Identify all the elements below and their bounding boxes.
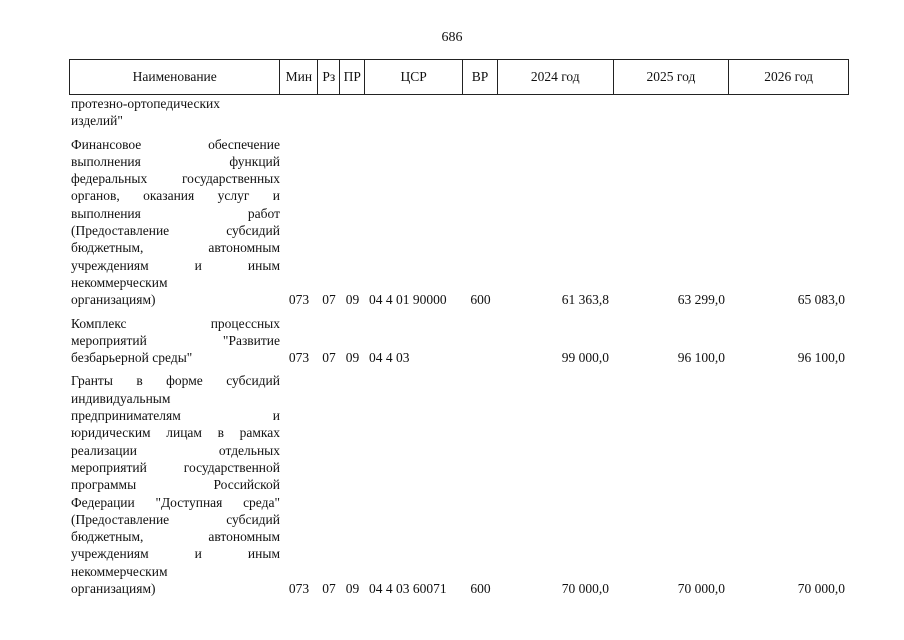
- row-name-line: индивидуальным: [71, 390, 171, 406]
- cell-csr: 04 4 03 60071: [369, 581, 447, 597]
- row-name-line: юридическим лицам в рамках: [71, 425, 280, 441]
- cell-rz: 07: [322, 350, 336, 366]
- row-name-line: Комплекс процессных: [71, 315, 280, 331]
- table-row: [69, 315, 849, 367]
- row-name-line: безбарьерной среды": [71, 350, 193, 366]
- column-header-2024: 2024 год: [498, 60, 614, 94]
- cell-y2024: 99 000,0: [561, 350, 609, 366]
- cell-y2024: 61 363,8: [561, 292, 609, 308]
- cell-y2025: 70 000,0: [677, 581, 725, 597]
- row-name-line: некоммерческим: [71, 274, 168, 290]
- table-row: [69, 136, 849, 309]
- cell-rz: 07: [322, 581, 336, 597]
- row-name-line: Гранты в форме субсидий: [71, 373, 280, 389]
- row-name-line: (Предоставление субсидий: [71, 511, 280, 527]
- row-name: [69, 372, 280, 597]
- cell-csr: 04 4 01 90000: [369, 292, 447, 308]
- cell-pr: 09: [345, 292, 360, 308]
- row-name-line: организациям): [71, 292, 156, 308]
- row-name: [69, 95, 280, 130]
- row-name-line: протезно-ортопедических: [71, 96, 220, 111]
- row-name-line: учреждениям и иным: [71, 257, 280, 273]
- cell-y2025: 63 299,0: [677, 292, 725, 308]
- cell-min: 073: [288, 292, 310, 308]
- table-row: [69, 95, 849, 130]
- row-name-line: изделий": [71, 113, 123, 129]
- table-header: [69, 59, 849, 95]
- column-header-name: Наименование: [70, 60, 280, 94]
- row-name-line: федеральных государственных: [71, 171, 280, 187]
- cell-pr: 09: [345, 581, 360, 597]
- cell-vr: 600: [470, 581, 491, 597]
- row-name-line: (Предоставление субсидий: [71, 223, 280, 239]
- row-name: [69, 315, 280, 367]
- row-name-line: органов, оказания услуг и: [71, 188, 280, 204]
- row-name-line: программы Российской: [71, 477, 280, 493]
- cell-rz: 07: [322, 292, 336, 308]
- row-name-line: реализации отдельных: [71, 442, 280, 458]
- column-header-2025: 2025 год: [614, 60, 730, 94]
- column-header-min: Мин: [280, 60, 318, 94]
- cell-y2026: 65 083,0: [797, 292, 845, 308]
- row-name-line: Федерации "Доступная среда": [71, 494, 280, 510]
- table-body: [69, 95, 849, 603]
- cell-y2026: 96 100,0: [797, 350, 845, 366]
- table-row: [69, 372, 849, 597]
- column-header-csr: ЦСР: [365, 60, 463, 94]
- column-header-pr: ПР: [340, 60, 365, 94]
- row-name-line: мероприятий государственной: [71, 459, 280, 475]
- row-name-line: организациям): [71, 581, 156, 597]
- row-name-line: бюджетным, автономным: [71, 529, 280, 545]
- row-name-line: Финансовое обеспечение: [71, 136, 280, 152]
- cell-min: 073: [288, 350, 310, 366]
- cell-vr: 600: [470, 292, 491, 308]
- column-header-vr: ВР: [463, 60, 498, 94]
- cell-y2025: 96 100,0: [677, 350, 725, 366]
- row-name-line: учреждениям и иным: [71, 546, 280, 562]
- cell-csr: 04 4 03: [369, 350, 410, 366]
- row-name-line: предпринимателям и: [71, 408, 280, 424]
- page-number: 686: [441, 30, 463, 45]
- cell-y2026: 70 000,0: [797, 581, 845, 597]
- column-header-rz: Рз: [318, 60, 340, 94]
- cell-min: 073: [288, 581, 310, 597]
- row-name-line: некоммерческим: [71, 563, 168, 579]
- cell-pr: 09: [345, 350, 360, 366]
- row-name-line: бюджетным, автономным: [71, 240, 280, 256]
- row-name-line: выполнения работ: [71, 205, 280, 221]
- column-header-2026: 2026 год: [764, 69, 814, 84]
- row-name-line: выполнения функций: [71, 153, 280, 169]
- cell-y2024: 70 000,0: [561, 581, 609, 597]
- row-name: [69, 136, 280, 309]
- row-name-line: мероприятий "Развитие: [71, 332, 280, 348]
